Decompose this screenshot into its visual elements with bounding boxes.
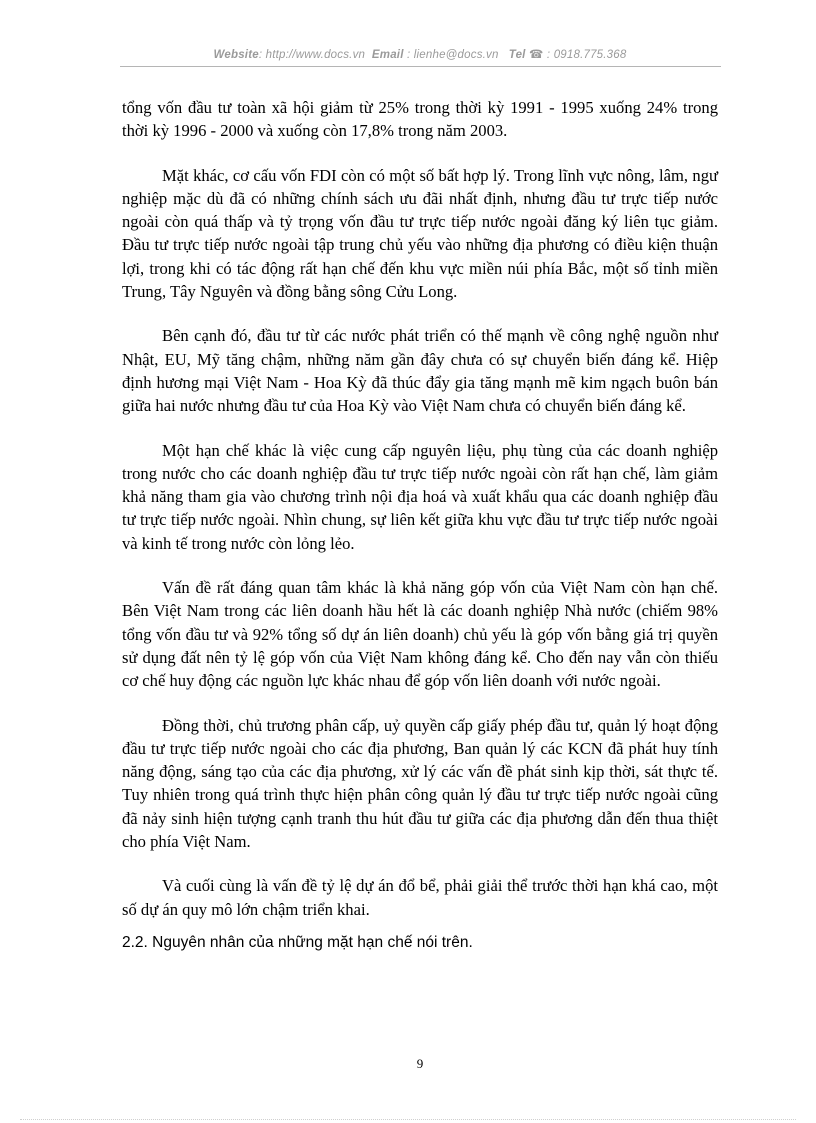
paragraph-2: Mặt khác, cơ cấu vốn FDI còn có một số bất hợp lý. Trong lĩnh vực nông, lâm, ngư nghiệp mặc dù đã có những chính sách ưu đãi nhất định, nhưng đầu tư trực tiếp nước ngoài còn quá thấp và tỷ trọng vốn đầu tư trực tiếp nước ngoài đăng ký liên tục giảm. Đầu tư trực tiếp nước ngoài tập trung chủ yếu vào những địa phương có điều kiện thuận lợi, trong khi có tác động rất hạn chế đến khu vực miền núi phía Bắc, một số tỉnh miền Trung, Tây Nguyên và đồng bằng sông Cửu Long.: [122, 165, 718, 302]
paragraph-5: Vấn đề rất đáng quan tâm khác là khả năng góp vốn của Việt Nam còn hạn chế. Bên Việt Nam trong các liên doanh hầu hết là các doanh nghiệp Nhà nước (chiếm 98% tổng vốn đầu tư và 92% tổng số dự án liên doanh) chủ yếu là góp vốn bằng giá trị quyền sử dụng đất nên tỷ lệ góp vốn của Việt Nam không đáng kể. Cho đến nay vẫn còn thiếu cơ chế huy động các nguồn lực khác nhau để góp vốn liên doanh với nước ngoài.: [122, 578, 718, 691]
email-value: : lienhe@docs.vn: [407, 49, 499, 61]
section-heading: 2.2. Nguyên nhân của những mặt hạn chế nói trên.: [122, 933, 473, 951]
paragraph-4: Một hạn chế khác là việc cung cấp nguyên liệu, phụ tùng của các doanh nghiệp trong nước cho các doanh nghiệp đầu tư trực tiếp nước ngoài còn rất hạn chế, làm giảm khả năng tham gia vào chương trình nội địa hoá và xuất khẩu qua các doanh nghiệp đầu tư trực tiếp nước ngoài. Nhìn chung, sự liên kết giữa khu vực đầu tư trực tiếp nước ngoài và kinh tế trong nước còn lỏng lẻo.: [122, 440, 718, 553]
page-number: 9: [416, 1056, 424, 1071]
tel-value: ☎ : 0918.775.368: [528, 49, 627, 61]
document-body: [122, 96, 718, 954]
paragraph-7: Và cuối cùng là vấn đề tỷ lệ dự án đổ bể, phải giải thể trước thời hạn khá cao, một số dự án quy mô lớn chậm triển khai.: [122, 876, 718, 919]
website-value: : http://www.docs.vn: [258, 49, 366, 61]
paragraph-1: tổng vốn đầu tư toàn xã hội giảm từ 25% trong thời kỳ 1991 - 1995 xuống 24% trong thời kỳ 1996 - 2000 và xuống còn 17,8% trong năm 2003.: [122, 98, 718, 141]
email-label: Email: [371, 49, 404, 61]
tel-label: Tel: [508, 49, 526, 61]
header-divider: [120, 66, 721, 67]
website-label: Website: [213, 49, 259, 61]
page-header: [120, 47, 720, 61]
paragraph-3: Bên cạnh đó, đầu tư từ các nước phát triển có thế mạnh về công nghệ nguồn như Nhật, EU, Mỹ tăng chậm, những năm gần đây chưa có sự chuyển biến đáng kể. Hiệp định hương mại Việt Nam - Hoa Kỳ đã thúc đẩy gia tăng mạnh mẽ kim ngạch buôn bán giữa hai nước nhưng đầu tư của Hoa Kỳ vào Việt Nam chưa có chuyển biến đáng kể.: [122, 326, 718, 416]
footer-divider: [20, 1119, 796, 1120]
paragraph-6: Đồng thời, chủ trương phân cấp, uỷ quyền cấp giấy phép đầu tư, quản lý hoạt động đầu tư trực tiếp nước ngoài cho các địa phương, Ban quản lý các KCN đã phát huy tính năng động, sáng tạo của các địa phương, xử lý các vấn đề phát sinh kịp thời, sát thực tế. Tuy nhiên trong quá trình thực hiện phân công quản lý đầu tư trực tiếp nước ngoài cũng đã nảy sinh hiện tượng cạnh tranh thu hút đầu tư giữa các địa phương dẫn đến thua thiệt cho phía Việt Nam.: [122, 715, 718, 852]
